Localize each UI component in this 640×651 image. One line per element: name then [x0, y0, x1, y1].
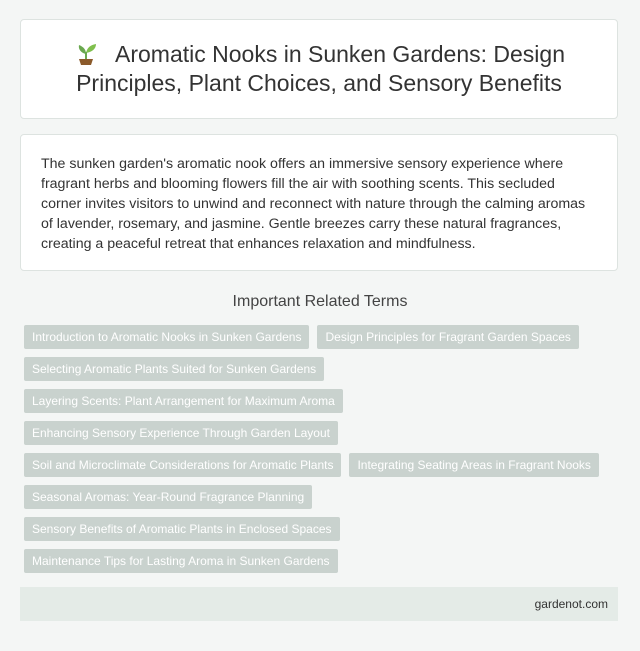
intro-paragraph: The sunken garden's aromatic nook offers an immersive sensory experience where fragrant herbs and blooming flowers fill the air with soothing scents. This secluded corner invites visitors to unwind and reconnect with nature through the calming aromas of lavender, rosemary, and jasmine. Gentle breezes carry these natural fragrances, creating a peaceful retreat that enhances relaxation and mindfulness.	[41, 156, 586, 252]
sprout-icon	[73, 41, 99, 65]
related-terms-heading: Important Related Terms	[232, 293, 408, 310]
footer-site-name: gardenot.com	[534, 597, 608, 611]
title-card	[20, 19, 618, 119]
related-term-tag[interactable]: Maintenance Tips for Lasting Aroma in Sunken Gardens	[24, 549, 338, 573]
related-term-tag[interactable]: Introduction to Aromatic Nooks in Sunken Gardens	[24, 325, 309, 349]
page-title-text: Aromatic Nooks in Sunken Gardens: Design Principles, Plant Choices, and Sensory Benefits	[76, 41, 565, 96]
related-term-tag[interactable]: Design Principles for Fragrant Garden Spaces	[317, 325, 578, 349]
page-title	[51, 40, 587, 98]
footer	[20, 587, 618, 621]
intro-card	[20, 134, 618, 271]
related-term-tag[interactable]: Soil and Microclimate Considerations for Aromatic Plants	[24, 453, 341, 477]
related-term-tag[interactable]: Selecting Aromatic Plants Suited for Sunken Gardens	[24, 357, 324, 381]
related-term-tag[interactable]: Sensory Benefits of Aromatic Plants in Enclosed Spaces	[24, 517, 340, 541]
related-term-tag[interactable]: Enhancing Sensory Experience Through Garden Layout	[24, 421, 338, 445]
related-term-tag[interactable]: Layering Scents: Plant Arrangement for Maximum Aroma	[24, 389, 343, 413]
related-term-tag[interactable]: Integrating Seating Areas in Fragrant Nooks	[349, 453, 598, 477]
related-term-tag[interactable]: Seasonal Aromas: Year-Round Fragrance Planning	[24, 485, 312, 509]
related-terms-list	[20, 323, 620, 579]
